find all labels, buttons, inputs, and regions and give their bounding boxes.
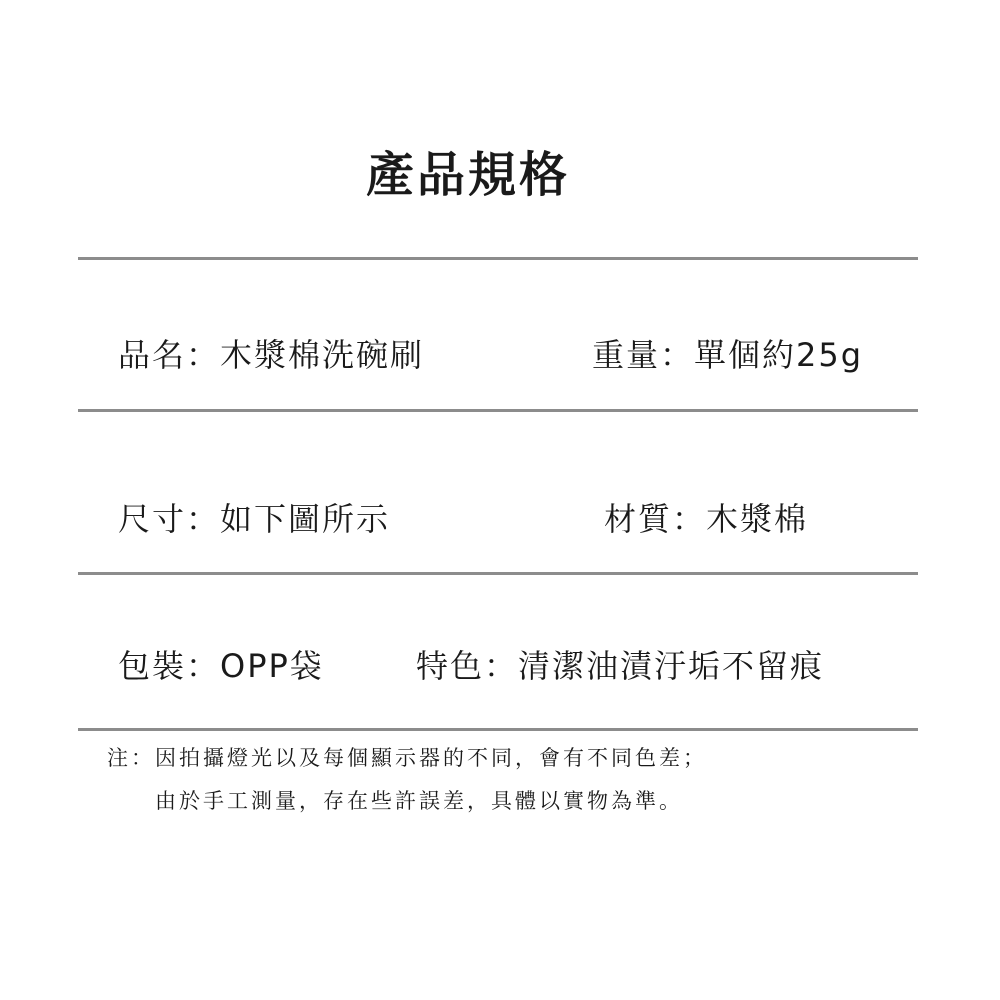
spec-item-packaging <box>118 646 324 686</box>
spec-value: 清潔油漬汙垢不留痕 <box>518 647 825 685</box>
note-line <box>155 786 683 816</box>
spec-label: 重量： <box>592 336 695 374</box>
spec-value: 木漿棉 <box>706 500 809 538</box>
spec-item-weight <box>592 335 863 375</box>
spec-item-features <box>416 646 824 686</box>
spec-label: 特色： <box>416 647 519 685</box>
note-label: 注： <box>107 746 155 770</box>
note-text: 因拍攝燈光以及每個顯示器的不同，會有不同色差； <box>155 746 707 770</box>
spec-value: 如下圖所示 <box>220 500 391 538</box>
spec-value: 單個約25g <box>694 336 864 374</box>
note-line <box>107 743 707 773</box>
divider <box>78 409 918 412</box>
divider <box>78 728 918 731</box>
spec-label: 材質： <box>604 500 707 538</box>
spec-item-material <box>604 499 808 539</box>
spec-item-product-name <box>118 335 424 375</box>
divider <box>78 257 918 260</box>
page-title: 產品規格 <box>366 147 571 203</box>
spec-item-size <box>118 499 390 539</box>
spec-value: 木漿棉洗碗刷 <box>220 336 425 374</box>
spec-label: 包裝： <box>118 647 221 685</box>
note-text: 由於手工測量，存在些許誤差，具體以實物為準。 <box>155 789 683 813</box>
spec-value: OPP袋 <box>220 647 324 685</box>
divider <box>78 572 918 575</box>
spec-label: 尺寸： <box>118 500 221 538</box>
spec-label: 品名： <box>118 336 221 374</box>
